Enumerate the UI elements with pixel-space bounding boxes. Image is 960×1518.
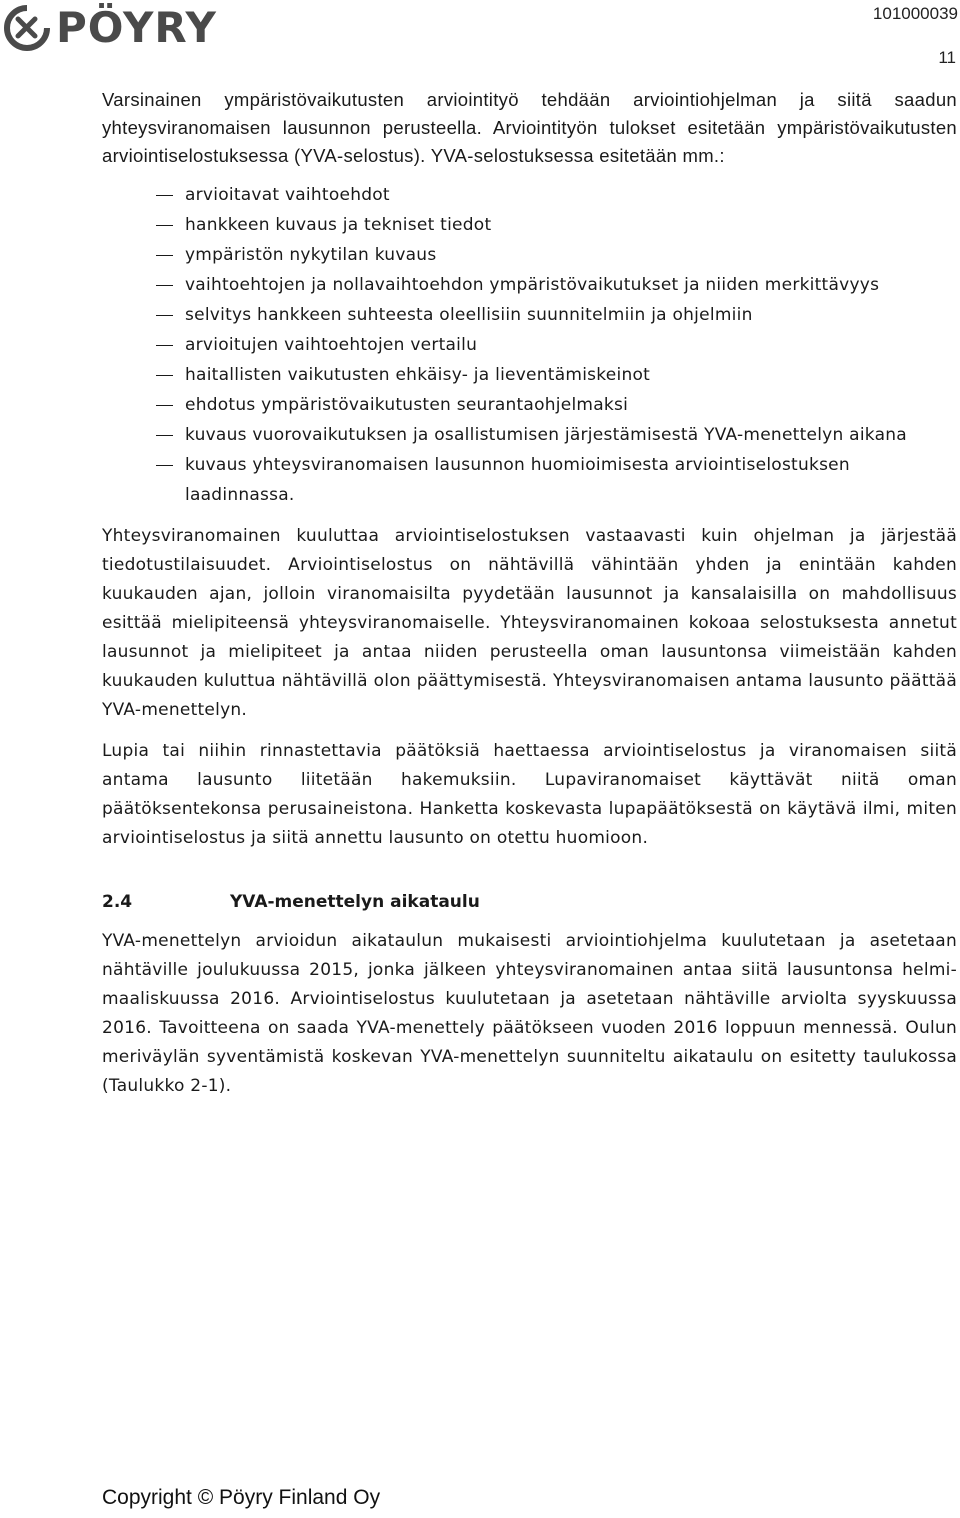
list-item xyxy=(102,420,957,450)
document-number: 101000039 xyxy=(872,4,958,23)
dash-icon xyxy=(156,465,173,466)
section-body-paragraph: YVA-menettelyn arvioidun aikataulun mukaisesti arviointiohjelma kuulutetaan ja asetetaan nähtäville joulukuussa 2015, jonka jälkeen yhteysviranomainen antaa siitä lausuntonsa helmi-maaliskuussa 2016. Arviointiselostus kuulutetaan ja asetetaan nähtäville arviolta syyskuussa 2016. Tavoitteena on saada YVA-menettely päätökseen vuoden 2016 loppuun mennessä. Oulun meriväylän syventämistä koskevan YVA-menettelyn suunniteltu aikataulu on esitetty taulukossa (Taulukko 2-1). xyxy=(102,931,957,1096)
list-item xyxy=(102,240,957,270)
list-item-text: kuvaus yhteysviranomaisen lausunnon huomioimisesta arviointiselostuksen laadinnassa. xyxy=(185,455,850,505)
list-item-text: vaihtoehtojen ja nollavaihtoehdon ympäristövaikutukset ja niiden merkittävyys xyxy=(185,275,880,295)
dash-icon xyxy=(156,405,173,406)
list-item-text: haitallisten vaikutusten ehkäisy- ja lieventämiskeinot xyxy=(185,365,651,385)
list-item-text: kuvaus vuorovaikutuksen ja osallistumisen järjestämisestä YVA-menettelyn aikana xyxy=(185,425,907,445)
dash-icon xyxy=(156,435,173,436)
list-item xyxy=(102,390,957,420)
list-item xyxy=(102,210,957,240)
page-number: 11 xyxy=(938,48,956,67)
dash-icon xyxy=(156,195,173,196)
list-item-text: ehdotus ympäristövaikutusten seurantaohjelmaksi xyxy=(185,395,629,415)
dash-icon xyxy=(156,345,173,346)
section-title: YVA-menettelyn aikataulu xyxy=(230,892,480,912)
list-item xyxy=(102,360,957,390)
list-item-text: ympäristön nykytilan kuvaus xyxy=(185,245,437,265)
logo-wordmark: PÖYRY xyxy=(56,3,217,52)
company-logo xyxy=(4,4,217,52)
body-paragraph: Lupia tai niihin rinnastettavia päätöksiä haettaessa arviointiselostus ja viranomaisen siitä antama lausunto liitetään hakemuksiin. Lupaviranomaiset käyttävät niitä oman päätöksentekonsa perusaineistona. Hanketta koskevasta lupapäätöksestä on käytävä ilmi, miten arviointiselostus ja siitä annettu lausunto on otettu huomioon. xyxy=(102,741,957,848)
list-item-text: selvitys hankkeen suhteesta oleellisiin suunnitelmiin ja ohjelmiin xyxy=(185,305,753,325)
yva-contents-list xyxy=(102,180,957,510)
list-item xyxy=(102,450,957,510)
list-item-text: arvioitujen vaihtoehtojen vertailu xyxy=(185,335,478,355)
dash-icon xyxy=(156,375,173,376)
list-item-text: arvioitavat vaihtoehdot xyxy=(185,185,390,205)
list-item xyxy=(102,180,957,210)
paragraph-spacer xyxy=(102,725,957,737)
dash-icon xyxy=(156,285,173,286)
list-item xyxy=(102,300,957,330)
dash-icon xyxy=(156,225,173,226)
body-paragraph: Yhteysviranomainen kuuluttaa arviointiselostuksen vastaavasti kuin ohjelman ja järjestää tiedotustilaisuudet. Arviointiselostus on nähtävillä vähintään yhden ja enintään kahden kuukauden ajan, jolloin viranomaisilta pyydetään lausunnot ja kansalaisilla on mahdollisuus esittää mielipiteensä yhteysviranomaiselle. Yhteysviranomainen kokoaa selostuksesta annetut lausunnot ja mielipiteet ja antaa niiden perusteella oman lausuntonsa viimeistään kahden kuukauden kuluttua nähtävillä olon päättymisestä. Yhteysviranomaisen antama lausunto päättää YVA-menettelyn. xyxy=(102,526,957,720)
section-heading xyxy=(102,887,957,917)
footer-copyright: Copyright © Pöyry Finland Oy xyxy=(102,1486,381,1509)
list-item-text: hankkeen kuvaus ja tekniset tiedot xyxy=(185,215,492,235)
dash-icon xyxy=(156,255,173,256)
section-number: 2.4 xyxy=(102,892,133,912)
poyry-logo-icon xyxy=(4,5,50,51)
dash-icon xyxy=(156,315,173,316)
page-content xyxy=(102,86,957,1101)
list-item xyxy=(102,270,957,300)
intro-paragraph: Varsinainen ympäristövaikutusten arviointityö tehdään arviointiohjelman ja siitä saadun yhteysviranomaisen lausunnon perusteella. Arviointityön tulokset esitetään ympäristövaikutusten arviointiselostuksessa (YVA-selostus). YVA-selostuksessa esitetään mm.: xyxy=(102,89,957,166)
list-item xyxy=(102,330,957,360)
